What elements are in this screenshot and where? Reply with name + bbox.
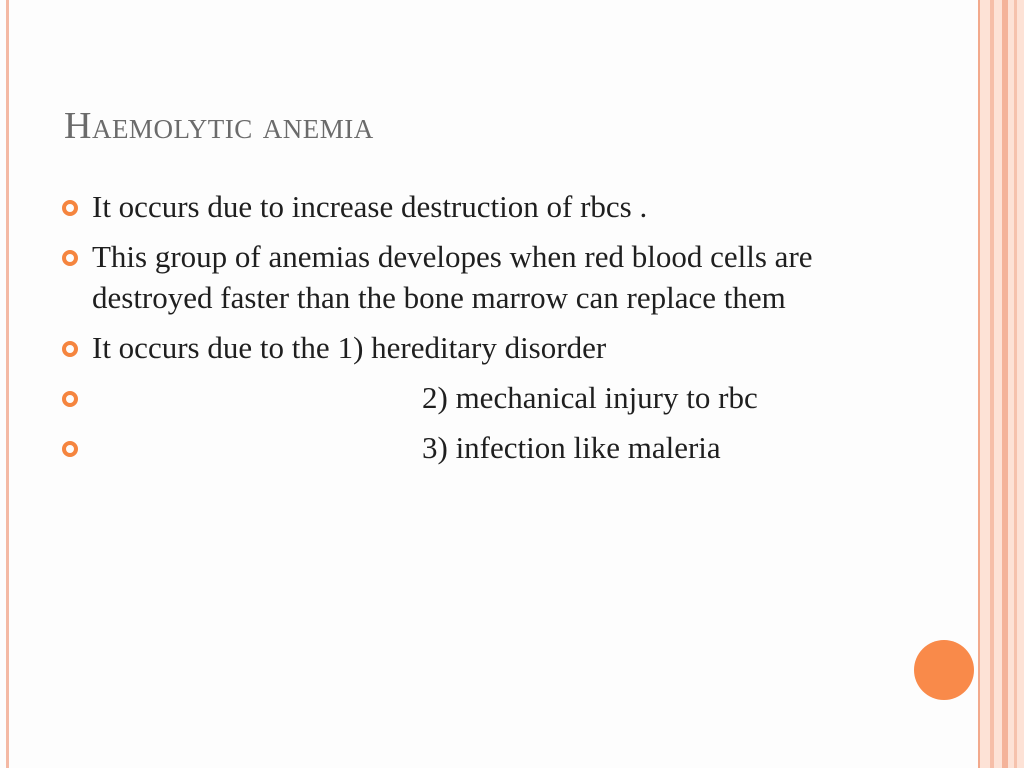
- bullet-list: [60, 186, 860, 477]
- left-border-rule: [6, 0, 9, 768]
- cause-item: 1) hereditary disorder: [337, 330, 607, 365]
- bullet-text: This group of anemias developes when red blood cells are destroyed faster than the bone marrow can replace them: [92, 239, 813, 315]
- slide-title: Haemolytic anemia: [64, 105, 374, 147]
- bullet-item: [60, 327, 860, 368]
- right-stripe: [1014, 0, 1017, 768]
- bullet-item: [60, 236, 860, 318]
- bullet-lead-text: It occurs due to the: [92, 330, 330, 365]
- bullet-item: [60, 427, 860, 468]
- right-stripe: [978, 0, 980, 768]
- bullet-text: It occurs due to increase destruction of rbcs .: [92, 189, 648, 224]
- cause-item: 2) mechanical injury to rbc: [422, 380, 758, 415]
- right-decorative-band: [978, 0, 1024, 768]
- circle-bullet-icon: [62, 250, 78, 266]
- circle-bullet-icon: [62, 441, 78, 457]
- right-stripe: [990, 0, 994, 768]
- right-stripe: [1002, 0, 1008, 768]
- circle-bullet-icon: [62, 200, 78, 216]
- bullet-item: [60, 186, 860, 227]
- orange-circle-icon: [914, 640, 974, 700]
- cause-item: 3) infection like maleria: [422, 430, 721, 465]
- circle-bullet-icon: [62, 391, 78, 407]
- bullet-item: [60, 377, 860, 418]
- circle-bullet-icon: [62, 341, 78, 357]
